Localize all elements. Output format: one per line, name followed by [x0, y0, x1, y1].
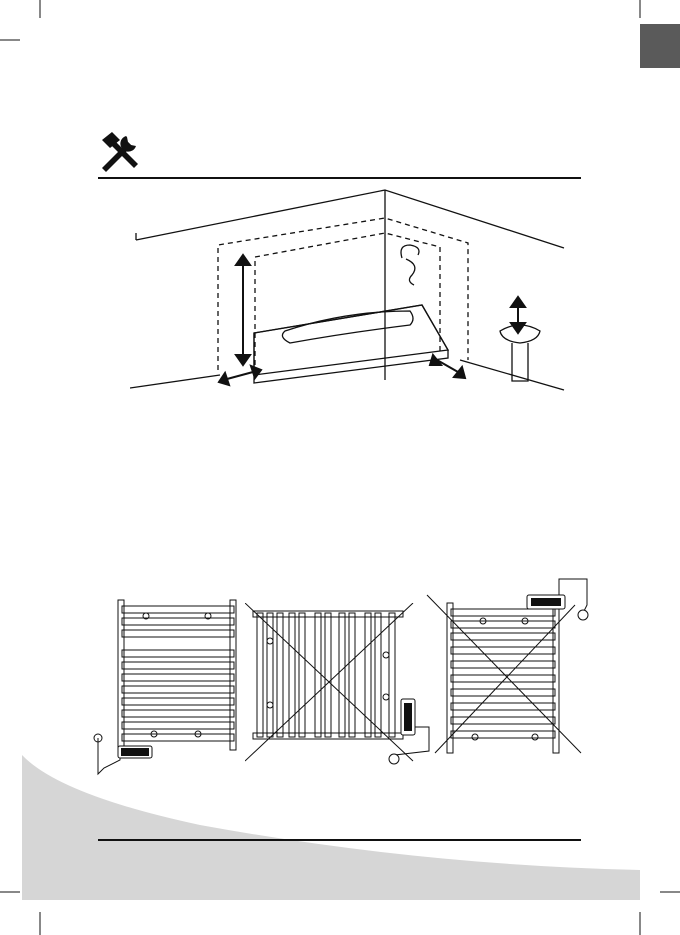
language-tab	[640, 24, 680, 68]
section-divider-top	[98, 177, 581, 179]
hammer-wrench-icon	[98, 132, 142, 174]
towel-rail-incorrect-horizontal	[245, 603, 435, 773]
towel-rail-correct-orientation	[90, 598, 240, 778]
section-divider-bottom	[98, 839, 581, 841]
towel-rail-incorrect-controller-top	[425, 575, 605, 765]
footer-band	[0, 755, 680, 935]
bathroom-clearance-zones	[130, 185, 570, 400]
